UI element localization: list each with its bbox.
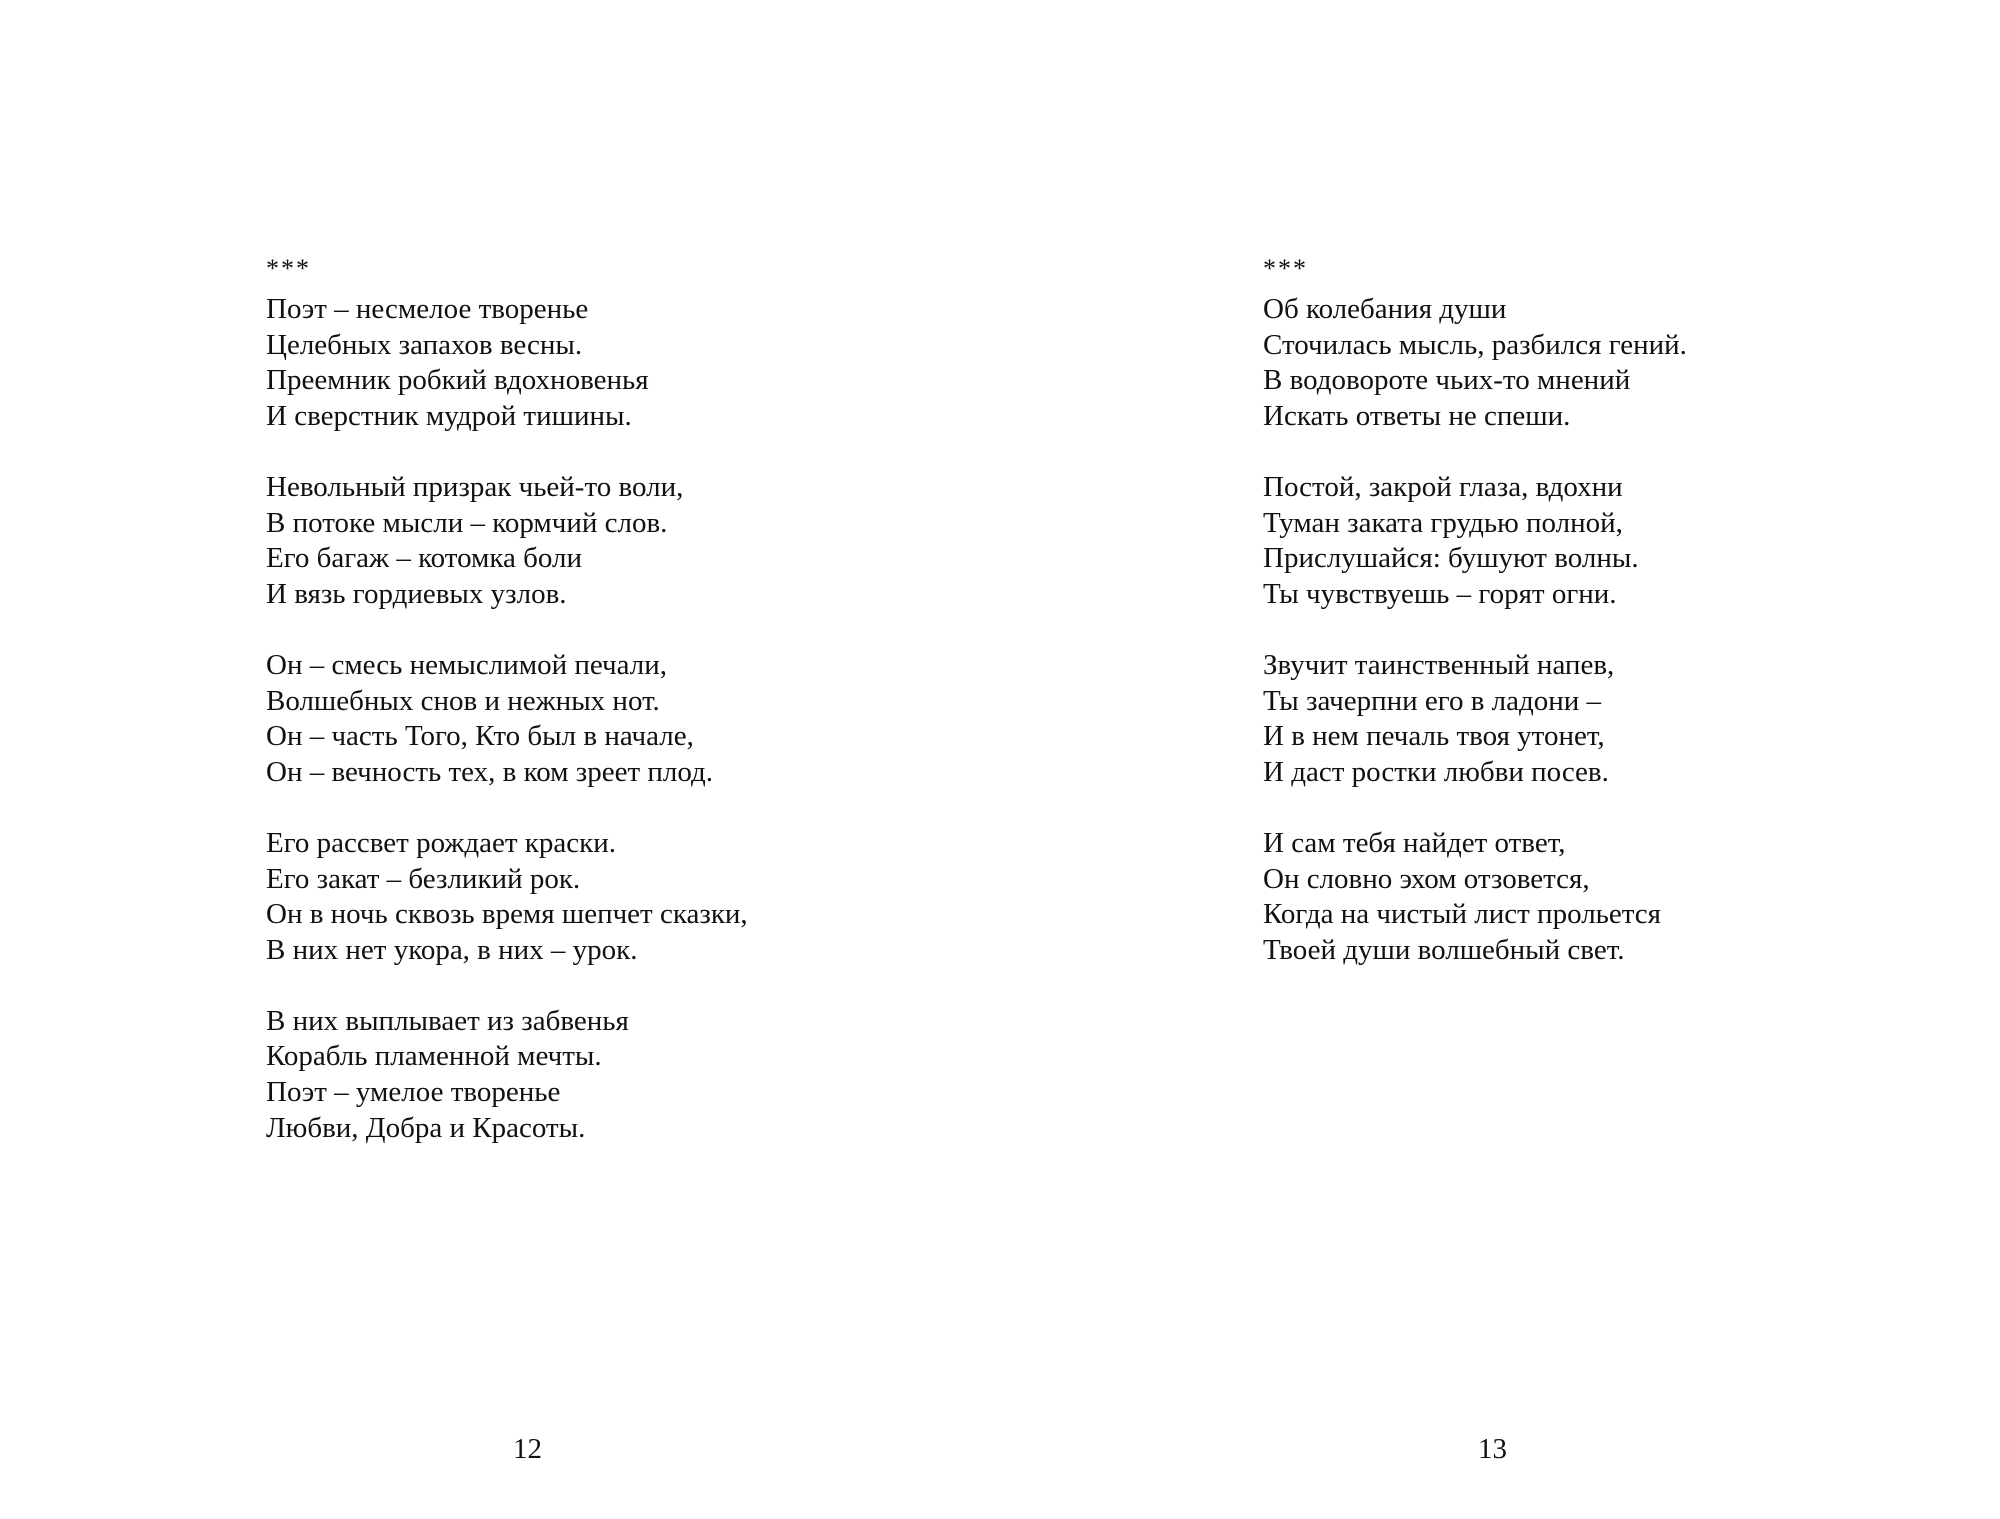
poem-line: В них выплывает из забвенья bbox=[266, 1004, 629, 1037]
poem-line: Прислушайся: бушуют волны. bbox=[1263, 542, 1639, 575]
poem-line: Туман заката грудью полной, bbox=[1263, 506, 1623, 539]
poem-line: Постой, закрой глаза, вдохни bbox=[1263, 470, 1623, 503]
stanza bbox=[266, 292, 748, 434]
poem-line: Он – часть Того, Кто был в начале, bbox=[266, 720, 694, 753]
poem-line: Целебных запахов весны. bbox=[266, 328, 583, 361]
poem-line: Волшебных снов и нежных нот. bbox=[266, 684, 660, 717]
poem-line: Невольный призрак чьей-то воли, bbox=[266, 470, 684, 503]
poem-line: И в нем печаль твоя утонет, bbox=[1263, 720, 1605, 753]
poem-line: В них нет укора, в них – урок. bbox=[266, 933, 638, 966]
asterisk-separator: *** bbox=[266, 254, 311, 283]
poem-line: Поэт – несмелое творенье bbox=[266, 293, 589, 325]
poem-line: Поэт – умелое творенье bbox=[266, 1076, 561, 1109]
poem-line: Об колебания души bbox=[1263, 293, 1507, 325]
poem-line: Звучит таинственный напев, bbox=[1263, 648, 1615, 681]
poem-line: Ты зачерпни его в ладони – bbox=[1263, 684, 1602, 717]
poem-line: Он в ночь сквозь время шепчет сказки, bbox=[266, 898, 748, 931]
poem-line: Корабль пламенной мечты. bbox=[266, 1040, 602, 1073]
poem-line: Его багаж – котомка боли bbox=[266, 542, 583, 575]
poem-line: И сверстник мудрой тишины. bbox=[266, 399, 632, 432]
stanza bbox=[266, 648, 748, 790]
poem-line: Сточилась мысль, разбился гений. bbox=[1263, 328, 1687, 361]
stanza bbox=[1263, 292, 1687, 434]
poem-line: Преемник робкий вдохновенья bbox=[266, 364, 649, 397]
page-number: 13 bbox=[1478, 1433, 1507, 1465]
stanza bbox=[1263, 470, 1687, 612]
poem-right bbox=[1263, 256, 1687, 968]
poem-line: Искать ответы не спеши. bbox=[1263, 399, 1571, 432]
poem-line: Ты чувствуешь – горят огни. bbox=[1263, 577, 1617, 610]
poem-line: Он словно эхом отзовется, bbox=[1263, 862, 1590, 895]
poem-line: Твоей души волшебный свет. bbox=[1263, 933, 1625, 966]
poem-line: В потоке мысли – кормчий слов. bbox=[266, 506, 668, 539]
poem-line: И даст ростки любви посев. bbox=[1263, 755, 1609, 788]
stanza bbox=[1263, 826, 1687, 968]
poem-line: Он – смесь немыслимой печали, bbox=[266, 648, 667, 681]
stanza bbox=[1263, 648, 1687, 790]
right-page bbox=[1000, 0, 2000, 1519]
poem-line: Его закат – безликий рок. bbox=[266, 862, 581, 895]
page-number: 12 bbox=[513, 1433, 542, 1465]
poem-left bbox=[266, 256, 748, 1146]
poem-line: Когда на чистый лист прольется bbox=[1263, 898, 1661, 931]
poem-line: Он – вечность тех, в ком зреет плод. bbox=[266, 755, 714, 788]
poem-line: В водовороте чьих-то мнений bbox=[1263, 364, 1631, 397]
poem-line: Его рассвет рождает краски. bbox=[266, 826, 616, 859]
asterisk-separator: *** bbox=[1263, 254, 1308, 283]
stanza bbox=[266, 826, 748, 968]
stanza bbox=[266, 1004, 748, 1146]
poem-line: И сам тебя найдет ответ, bbox=[1263, 826, 1566, 859]
poem-line: Любви, Добра и Красоты. bbox=[266, 1111, 586, 1144]
poem-line: И вязь гордиевых узлов. bbox=[266, 577, 567, 610]
stanza bbox=[266, 470, 748, 612]
